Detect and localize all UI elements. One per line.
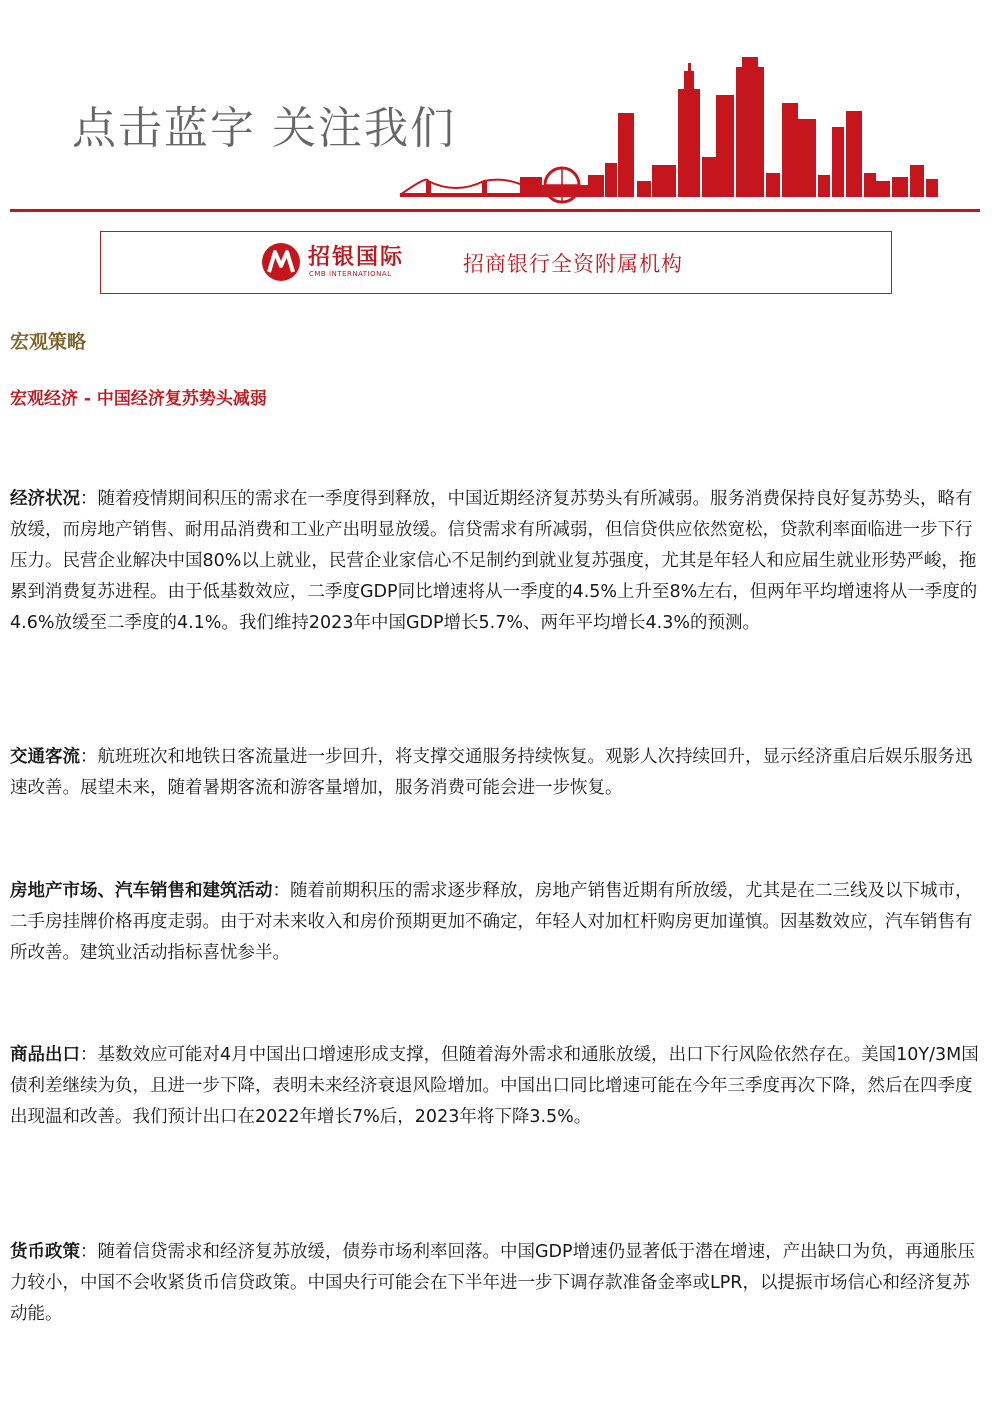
report-title: 宏观经济 - 中国经济复苏势头减弱: [10, 389, 267, 409]
city-skyline-icon: [390, 55, 980, 211]
paragraph-lead: 商品出口: [10, 1045, 80, 1065]
cmbi-logo-icon: [261, 242, 301, 282]
paragraph-property: [10, 876, 982, 969]
logo-chinese-name: 招银国际: [308, 245, 405, 270]
paragraph-body: ：航班班次和地铁日客流量进一步回升，将支撑交通服务持续恢复。观影人次持续回升，显示经济重启后娱乐服务迅速改善。展望未来，随着暑期客流和游客量增加，服务消费可能会进一步恢复。: [10, 747, 973, 798]
follow-us-text[interactable]: 点击蓝字 关注我们: [72, 103, 456, 154]
paragraph-lead: 房地产市场、汽车销售和建筑活动: [10, 881, 273, 901]
cmbi-banner[interactable]: [100, 231, 892, 294]
paragraph-monetary: [10, 1237, 982, 1330]
paragraph-lead: 经济状况: [10, 489, 80, 509]
paragraph-body: ：随着前期积压的需求逐步释放，房地产销售近期有所放缓，尤其是在二三线及以下城市，二手房挂牌价格再度走弱。由于对未来收入和房价预期更加不确定，年轻人对加杠杆购房更加谨慎。因基数效应，汽车销售有所改善。建筑业活动指标喜忧参半。: [10, 881, 973, 963]
paragraph-exports: [10, 1040, 982, 1133]
paragraph-lead: 交通客流: [10, 747, 80, 767]
paragraph-traffic: [10, 742, 982, 804]
header-divider: [10, 209, 980, 212]
paragraph-lead: 货币政策: [10, 1242, 80, 1262]
logo-english-name: CMB INTERNATIONAL: [309, 270, 392, 278]
section-label: 宏观策略: [10, 331, 87, 353]
paragraph-body: ：基数效应可能对4月中国出口增速形成支撑，但随着海外需求和通胀放缓，出口下行风险依然存在。美国10Y/3M国债利差继续为负，且进一步下降，表明未来经济衰退风险增加。中国出口同比增速可能在今年三季度再次下降，然后在四季度出现温和改善。我们预计出口在2022年增长7%后，2023年将下降3.5%。: [10, 1045, 979, 1127]
paragraph-economy: [10, 484, 982, 639]
paragraph-body: ：随着信贷需求和经济复苏放缓，债券市场利率回落。中国GDP增速仍显著低于潜在增速，产出缺口为负，再通胀压力较小，中国不会收紧货币信贷政策。中国央行可能会在下半年进一步下调存款准备金率或LPR，以提振市场信心和经济复苏动能。: [10, 1242, 976, 1324]
header: [0, 0, 992, 215]
paragraph-body: ：随着疫情期间积压的需求在一季度得到释放，中国近期经济复苏势头有所减弱。服务消费保持良好复苏势头，略有放缓，而房地产销售、耐用品消费和工业产出明显放缓。信贷需求有所减弱，但信贷供应依然宽松，贷款利率面临进一步下行压力。民营企业解决中国80%以上就业，民营企业家信心不足制约到就业复苏强度，尤其是年轻人和应届生就业形势严峻，拖累到消费复苏进程。由于低基数效应，二季度GDP同比增速将从一季度的4.5%上升至8%左右，但两年平均增速将从一季度的4.6%放缓至二季度的4.1%。我们维持2023年中国GDP增长5.7%、两年平均增长4.3%的预测。: [10, 489, 978, 633]
banner-tagline: 招商银行全资附属机构: [463, 252, 683, 276]
